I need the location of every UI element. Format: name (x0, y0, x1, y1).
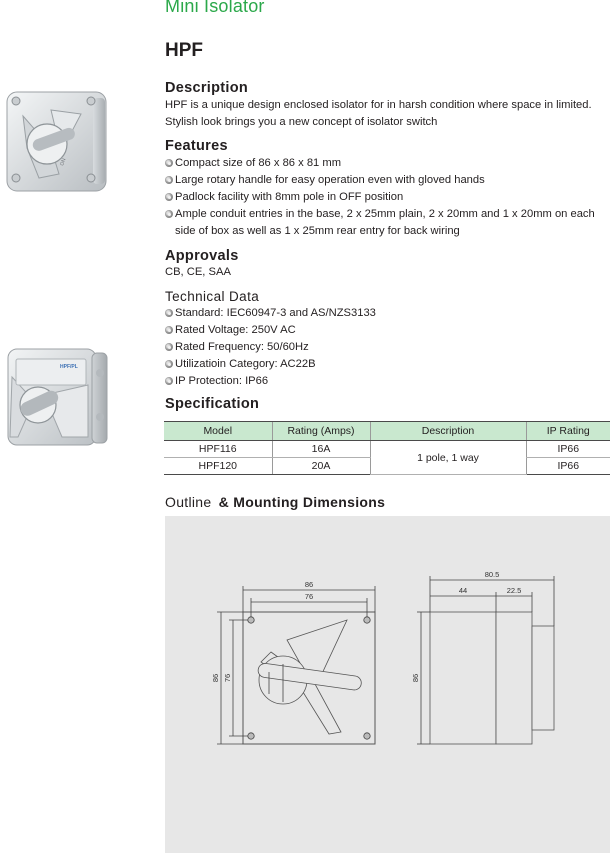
column-header: Description (370, 422, 526, 441)
approvals-heading: Approvals (165, 248, 239, 264)
dim-side-height: 86 (411, 673, 420, 683)
outline-heading (165, 494, 385, 510)
list-item: Compact size of 86 x 86 x 81 mm (164, 155, 610, 172)
rating-cell: 16A (272, 441, 370, 458)
bullet-icon (165, 343, 173, 351)
technical-list (164, 305, 610, 390)
technical-heading: Technical Data (165, 289, 260, 304)
brand-label: HPF/PL (60, 364, 78, 370)
bullet-icon (165, 377, 173, 385)
approvals-text: CB, CE, SAA (165, 266, 231, 278)
product-photo-angled (4, 345, 110, 449)
dim-side-depth-handle: 22.5 (506, 586, 522, 595)
specification-heading: Specification (165, 396, 260, 412)
outline-heading-bold: & Mounting Dimensions (218, 494, 386, 510)
bullet-icon (165, 193, 173, 201)
outline-heading-light: Outline (165, 494, 212, 510)
description-heading: Description (165, 80, 249, 96)
list-item: Rated Voltage: 250V AC (164, 322, 610, 339)
description-cell: 1 pole, 1 way (370, 441, 526, 475)
list-item: Rated Frequency: 50/60Hz (164, 339, 610, 356)
description-text: HPF is a unique design enclosed isolator for in harsh condition where space in limited. Stylish look brings you a new concept of isolator switch (165, 99, 592, 128)
model-cell: HPF116 (164, 441, 272, 458)
list-item: Padlock facility with 8mm pole in OFF position (164, 189, 610, 206)
product-code: HPF (165, 40, 203, 61)
dimension-drawing-panel (165, 516, 610, 853)
bullet-icon (165, 176, 173, 184)
table-header-row (164, 422, 610, 441)
category-title: Mini Isolator (165, 0, 265, 16)
bullet-icon (165, 210, 173, 218)
specification-table (164, 421, 610, 475)
rating-cell: 20A (272, 458, 370, 475)
list-item: Ample conduit entries in the base, 2 x 25mm plain, 2 x 20mm and 1 x 20mm on each side of box as well as 1 x 25mm rear entry for back wiring (164, 206, 610, 240)
list-item: IP Protection: IP66 (164, 373, 610, 390)
dimension-drawing (165, 516, 610, 853)
table-row (164, 441, 610, 458)
dim-front-width-holes: 76 (304, 592, 314, 601)
dim-side-depth-base: 44 (458, 586, 468, 595)
column-header: IP Rating (526, 422, 610, 441)
svg-text:ON: ON (59, 157, 68, 167)
dim-front-height-outer: 86 (211, 673, 220, 683)
column-header: Model (164, 422, 272, 441)
list-item: Large rotary handle for easy operation even with gloved hands (164, 172, 610, 189)
bullet-icon (165, 360, 173, 368)
dim-front-height-holes: 76 (223, 673, 232, 683)
bullet-icon (165, 159, 173, 167)
product-photo-front (3, 88, 110, 195)
list-item: Standard: IEC60947-3 and AS/NZS3133 (164, 305, 610, 322)
dim-front-width-outer: 86 (304, 580, 314, 589)
ip-cell: IP66 (526, 441, 610, 458)
list-item: Utilizatioin Category: AC22B (164, 356, 610, 373)
bullet-icon (165, 326, 173, 334)
column-header: Rating (Amps) (272, 422, 370, 441)
ip-cell: IP66 (526, 458, 610, 475)
model-cell: HPF120 (164, 458, 272, 475)
features-list (164, 155, 610, 240)
bullet-icon (165, 309, 173, 317)
features-heading: Features (165, 138, 228, 154)
dim-side-depth-total: 80.5 (484, 570, 500, 579)
